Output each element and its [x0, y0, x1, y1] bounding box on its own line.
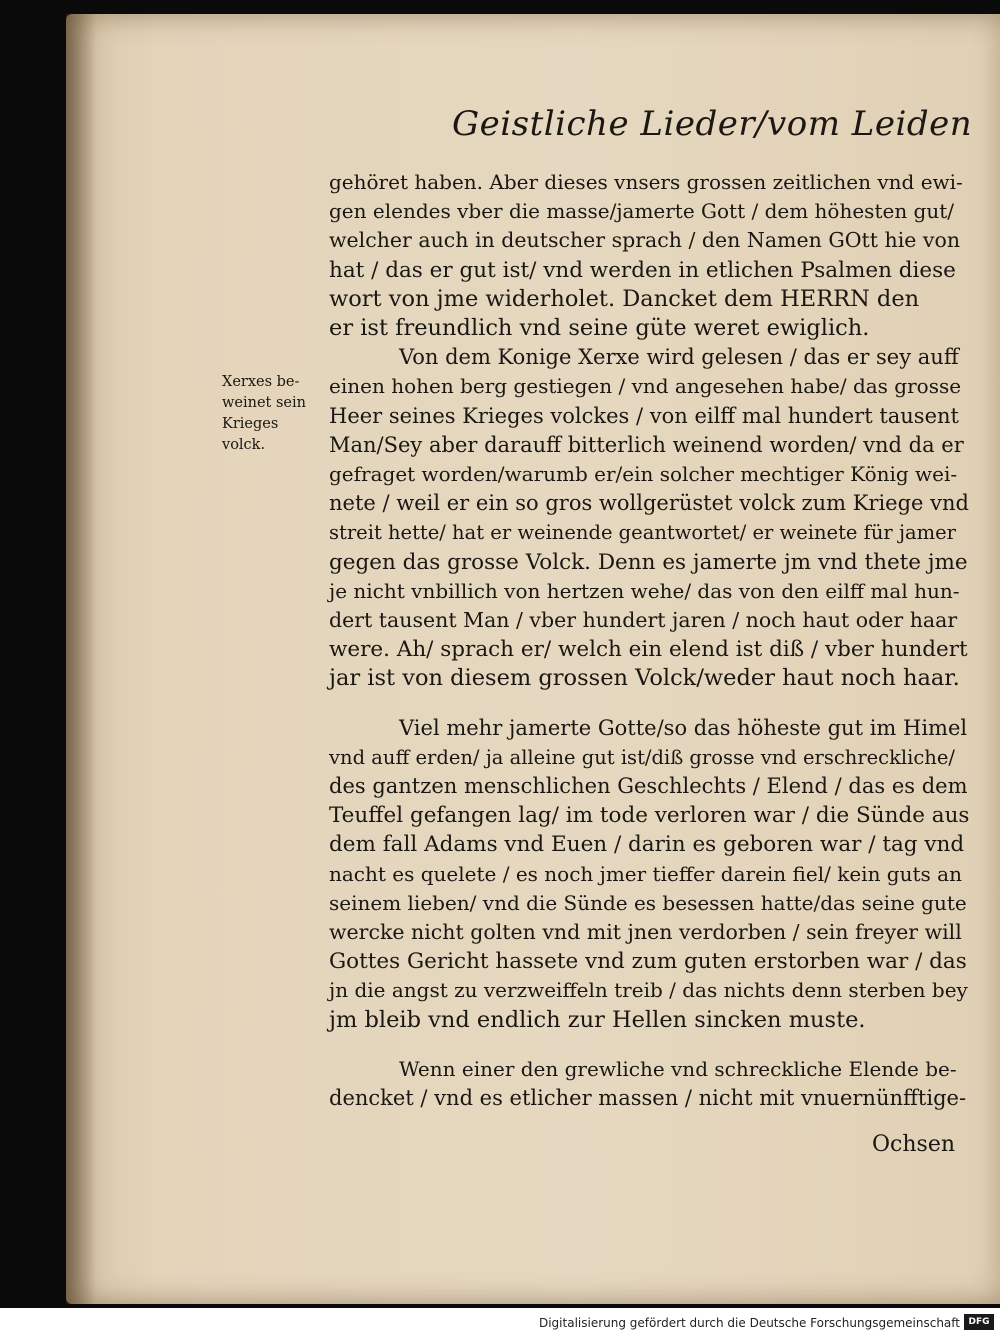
text-line: gegen das grosse Volck. Denn es jamerte jm vnd thete jme [329, 549, 968, 575]
marginal-note-line: Krieges [222, 416, 279, 432]
text-line: Wenn einer den grewliche vnd schreckliche Elende be- [399, 1056, 957, 1081]
text-line: Von dem Konige Xerxe wird gelesen / das er sey auff [399, 345, 959, 370]
text-line: wort von jme widerholet. Dancket dem HERRN den [329, 285, 920, 312]
text-line: des gantzen menschlichen Geschlechts / Elend / das es dem [329, 774, 968, 799]
text-line: streit hette/ hat er weinende geantwortet/ er weinete für jamer [329, 521, 956, 545]
funding-credit: Digitalisierung gefördert durch die Deutsche Forschungsgemeinschaft [538, 1316, 960, 1330]
marginal-note-line: weinet sein [222, 395, 306, 411]
marginal-note [222, 372, 332, 456]
text-line: dem fall Adams vnd Euen / darin es geboren war / tag vnd [329, 832, 965, 858]
text-line: je nicht vnbillich von hertzen wehe/ das von den eilff mal hun- [329, 578, 960, 603]
running-head: Geistliche Lieder/vom Leiden [452, 104, 973, 144]
paragraph-gap [329, 694, 969, 714]
text-line: Teuffel gefangen lag/ im tode verloren war / die Sünde aus [329, 803, 970, 829]
text-line: nete / weil er ein so gros wollgerüstet volck zum Kriege vnd [329, 491, 969, 516]
gutter-shadow [66, 14, 96, 1304]
text-line: jn die angst zu verzweiffeln treib / das nichts denn sterben bey [329, 978, 968, 1003]
text-line: Viel mehr jamerte Gotte/so das höheste gut im Himel [399, 715, 968, 740]
text-line: jm bleib vnd endlich zur Hellen sincken muste. [329, 1006, 866, 1033]
text-line: wercke nicht golten vnd mit jnen verdorben / sein freyer will [329, 920, 962, 945]
text-line: Heer seines Krieges volckes / von eilff mal hundert tausent [329, 403, 959, 428]
text-line: dert tausent Man / vber hundert jaren / noch haut oder haar [329, 608, 958, 633]
body-text [329, 168, 969, 1113]
text-line: nacht es quelete / es noch jmer tieffer darein fiel/ kein guts an [329, 861, 962, 886]
text-line: er ist freundlich vnd seine güte weret ewiglich. [329, 315, 870, 342]
dfg-logo: DFG [964, 1314, 994, 1330]
text-line: Gottes Gericht hassete vnd zum guten erstorben war / das [329, 949, 967, 975]
text-line: Man/Sey aber darauff bitterlich weinend worden/ vnd da er [329, 432, 964, 457]
text-line: gen elendes vber die masse/jamerte Gott / dem höhesten gut/ [329, 199, 955, 224]
text-line: gehöret haben. Aber dieses vnsers grossen zeitlichen vnd ewi- [329, 170, 963, 194]
text-line: dencket / vnd es etlicher massen / nicht mit vnuernünfftige- [329, 1086, 967, 1111]
text-line: jar ist von diesem grossen Volck/weder haut noch haar. [329, 665, 960, 692]
text-line: welcher auch in deutscher sprach / den Namen GOtt hie von [329, 228, 961, 253]
paragraph-gap [329, 1035, 969, 1055]
text-line: vnd auff erden/ ja alleine gut ist/diß grosse vnd erschreckliche/ [329, 745, 955, 769]
footer-bar [0, 1308, 1000, 1338]
text-line: gefraget worden/warumb er/ein solcher mechtiger König wei- [329, 462, 958, 487]
marginal-note-line: Xerxes be- [222, 374, 300, 390]
text-line: were. Ah/ sprach er/ welch ein elend ist diß / vber hundert [329, 637, 968, 663]
marginal-note-line: volck. [222, 437, 266, 453]
text-line: einen hohen berg gestiegen / vnd angesehen habe/ das grosse [329, 374, 962, 399]
catchword: Ochsen [872, 1132, 956, 1157]
text-line: seinem lieben/ vnd die Sünde es besessen hatte/das seine gute [329, 890, 967, 915]
text-line: hat / das er gut ist/ vnd werden in etlichen Psalmen diese [329, 257, 956, 283]
